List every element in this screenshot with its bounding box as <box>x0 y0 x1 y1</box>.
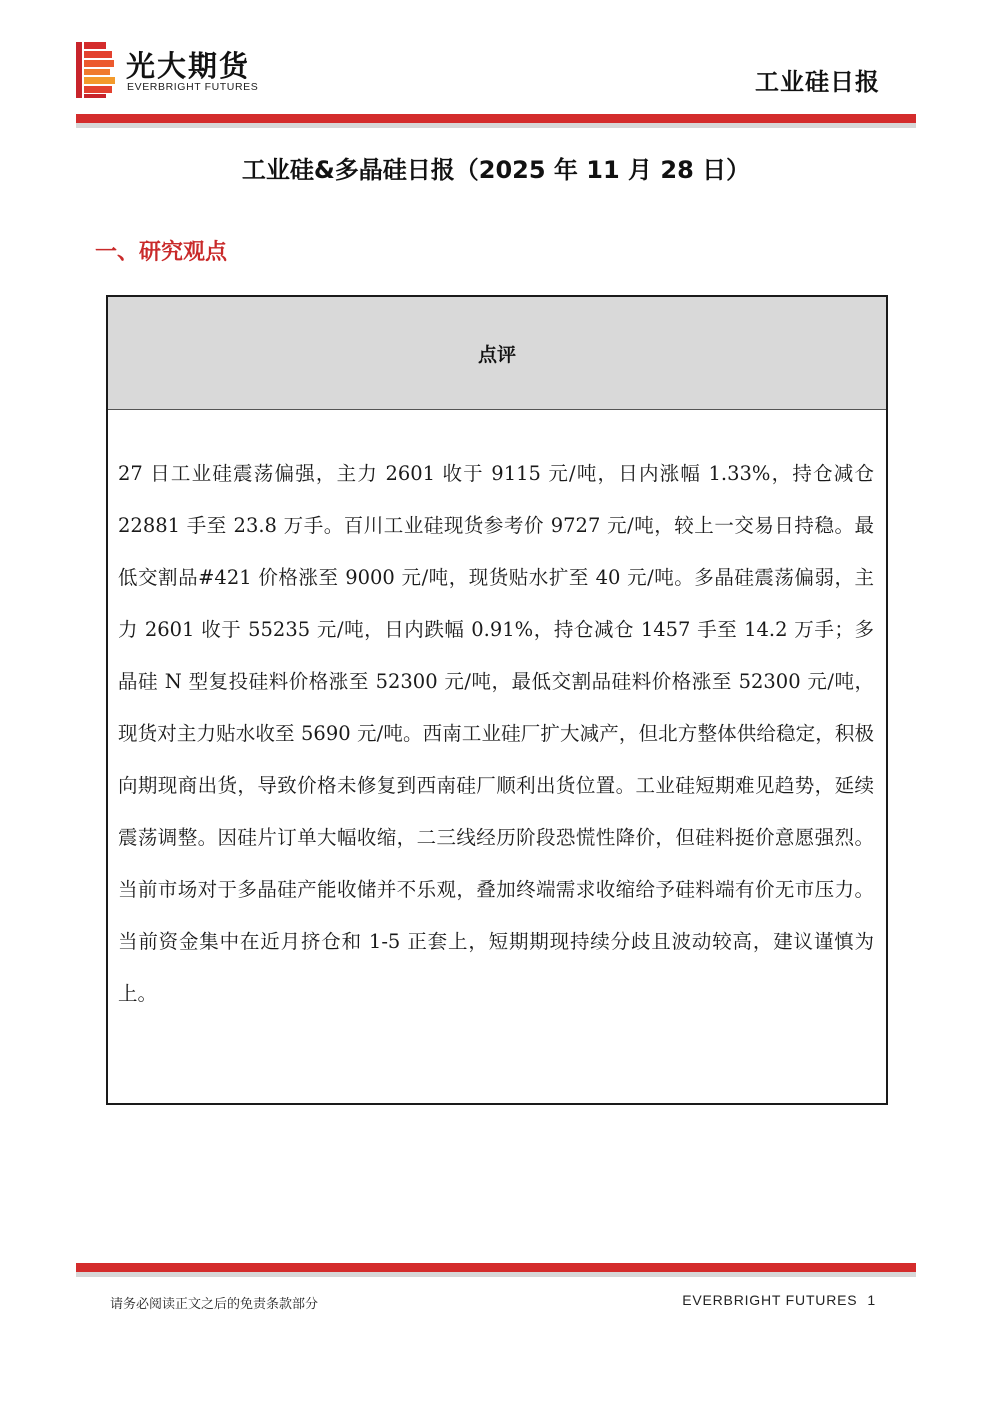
section-heading: 一、研究观点 <box>95 240 228 265</box>
company-logo <box>76 42 286 100</box>
review-header-label: 点评 <box>477 343 516 366</box>
review-table <box>106 295 888 1105</box>
logo-chinese-name: 光大期货 <box>126 49 251 83</box>
everbright-logo-icon <box>76 42 116 98</box>
footer-company: EVERBRIGHT FUTURES <box>682 1292 858 1308</box>
report-type-title: 工业硅日报 <box>755 68 880 96</box>
footer-company-page <box>682 1292 876 1308</box>
logo-english-name: EVERBRIGHT FUTURES <box>127 81 259 93</box>
review-body-text: 27 日工业硅震荡偏强，主力 2601 收于 9115 元/吨，日内涨幅 1.33%，持仓减仓 22881 手至 23.8 万手。百川工业硅现货参考价 9727 元/吨，较上一交易日持稳。最低交割品#421 价格涨至 9000 元/吨，现货贴水扩至 40 元/吨。多晶硅震荡偏弱，主力 2601 收于 55235 元/吨，日内跌幅 0.91%，持仓减仓 1457 手至 14.2 万手；多晶硅 N 型复投硅料价格涨至 52300 元/吨，最低交割品硅料价格涨至 52300 元/吨，现货对主力贴水收至 5690 元/吨。西南工业硅厂扩大减产，但北方整体供给稳定，积极向期现商出货，导致价格未修复到西南硅厂顺利出货位置。工业硅短期难见趋势，延续震荡调整。因硅片订单大幅收缩，二三线经历阶段恐慌性降价，但硅料挺价意愿强烈。当前市场对于多晶硅产能收储并不乐观，叠加终端需求收缩给予硅料端有价无市压力。当前资金集中在近月挤仓和 1-5 正套上，短期期现持续分歧且波动较高，建议谨慎为上。 <box>118 462 874 1005</box>
footer-disclaimer: 请务必阅读正文之后的免责条款部分 <box>110 1297 319 1312</box>
header-divider <box>76 114 916 128</box>
footer-divider <box>76 1263 916 1277</box>
review-table-header <box>108 297 886 410</box>
document-title: 工业硅&多晶硅日报（2025 年 11 月 28 日） <box>241 156 751 184</box>
page-number: 1 <box>867 1292 876 1308</box>
